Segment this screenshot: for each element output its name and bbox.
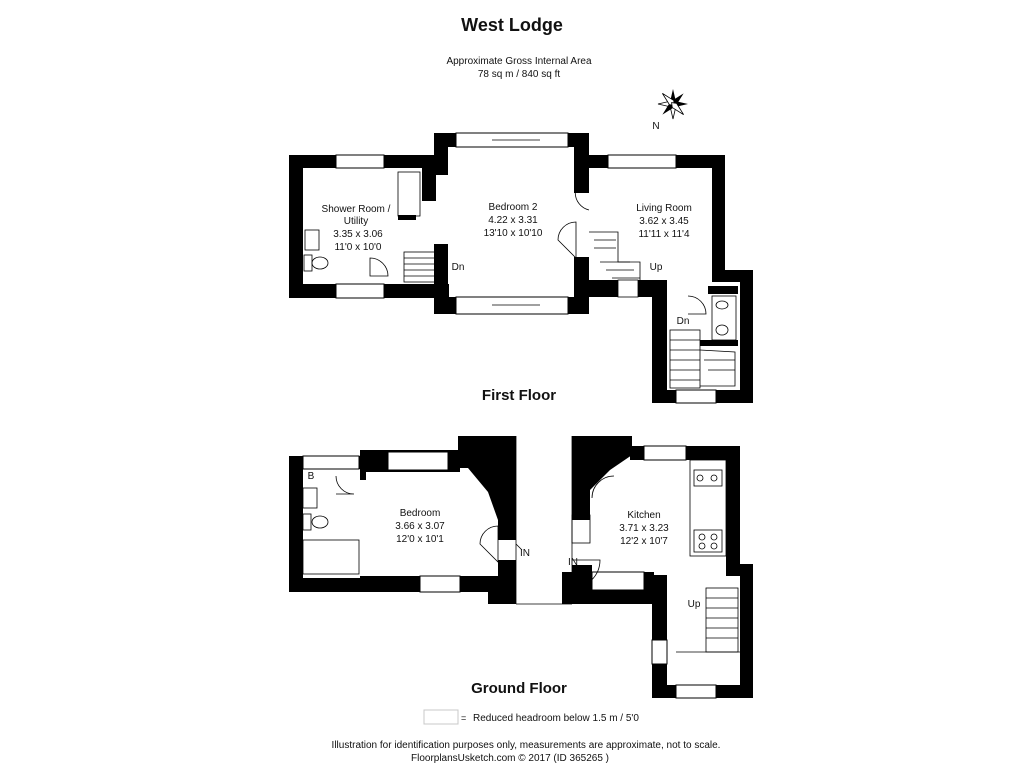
area-value: 78 sq m / 840 sq ft	[477, 69, 561, 80]
bedroom-name: Bedroom	[399, 508, 441, 519]
stair-dn-left-label: Dn	[451, 262, 465, 273]
reduced-headroom-swatch	[424, 710, 458, 724]
boiler-label: B	[307, 471, 315, 482]
legend-text: Reduced headroom below 1.5 m / 5'0	[473, 713, 639, 724]
first-floor-plan	[289, 133, 753, 403]
shower-room-imperial: 11'0 x 10'0	[334, 242, 382, 253]
ground-floor-plan	[289, 436, 753, 698]
bedroom-2-imperial: 13'10 x 10'10	[483, 228, 543, 239]
ground-stair-up-label: Up	[687, 599, 701, 610]
stair-up-label: Up	[649, 262, 663, 273]
plan-title: West Lodge	[461, 15, 563, 35]
area-label: Approximate Gross Internal Area	[446, 56, 592, 67]
kitchen-name: Kitchen	[627, 510, 661, 521]
ground-floor-label: Ground Floor	[471, 680, 567, 697]
shower-room-name-1: Shower Room /	[321, 204, 391, 215]
bedroom-2-metric: 4.22 x 3.31	[488, 215, 538, 226]
credit-text: FloorplansUsketch.com © 2017 (ID 365265 )	[410, 753, 610, 764]
bedroom-imperial: 12'0 x 10'1	[396, 534, 444, 545]
first-floor-label: First Floor	[481, 387, 557, 404]
living-room-metric: 3.62 x 3.45	[639, 216, 689, 227]
entry-in-left-label: IN	[520, 548, 530, 559]
bedroom-2-name: Bedroom 2	[488, 202, 538, 213]
kitchen-imperial: 12'2 x 10'7	[620, 536, 668, 547]
legend-equals: =	[461, 713, 467, 723]
shower-room-name-2: Utility	[343, 216, 369, 227]
stair-dn-right-label: Dn	[676, 316, 690, 327]
entry-in-right-label: IN	[568, 557, 578, 568]
compass-rose-icon	[652, 83, 694, 125]
compass-north-label: N	[652, 121, 660, 132]
shower-room-metric: 3.35 x 3.06	[333, 229, 383, 240]
disclaimer-text: Illustration for identification purposes only, measurements are approximate, not to scale.	[331, 740, 721, 751]
bedroom-metric: 3.66 x 3.07	[395, 521, 445, 532]
living-room-imperial: 11'11 x 11'4	[638, 229, 690, 240]
living-room-name: Living Room	[636, 203, 692, 214]
kitchen-metric: 3.71 x 3.23	[619, 523, 669, 534]
